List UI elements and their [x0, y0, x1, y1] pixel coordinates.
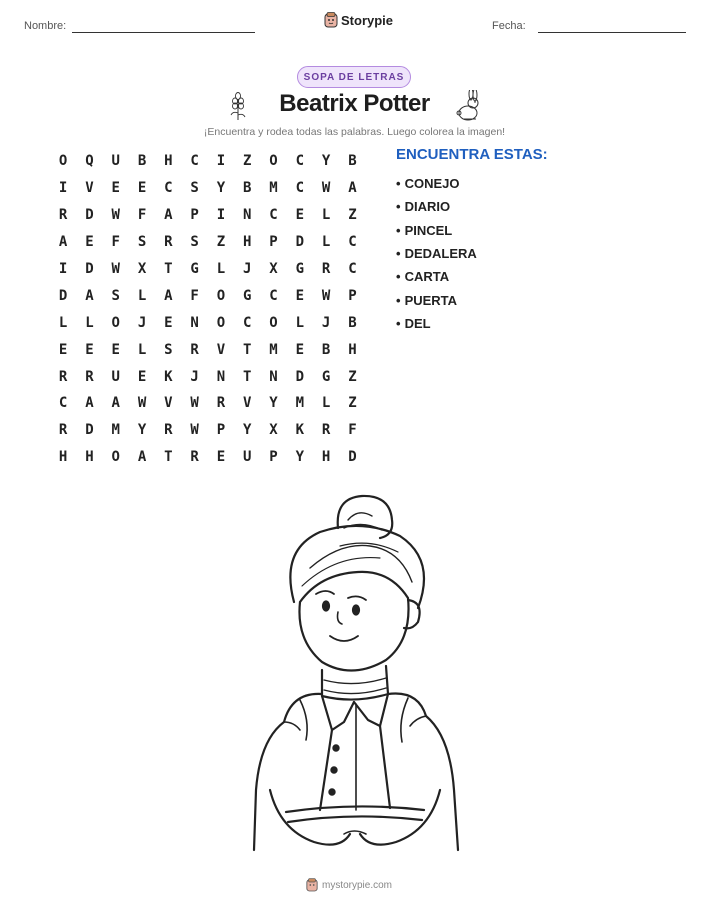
grid-letter: U [111, 368, 120, 385]
face [299, 572, 408, 671]
grid-letter: M [269, 180, 278, 197]
bullet: • [396, 176, 401, 192]
grid-letter: W [137, 395, 147, 412]
grid-letter: W [190, 422, 199, 439]
grid-letter: H [85, 449, 94, 466]
grid-letter: F [111, 234, 120, 251]
storypie-logo [324, 12, 393, 28]
grid-letter: X [137, 261, 147, 277]
left-lapel [322, 696, 354, 730]
grid-row [50, 390, 370, 417]
grid-letter: O [216, 314, 226, 331]
grid-letter: W [321, 287, 331, 304]
worksheet-type-badge: SOPA DE LETRAS [297, 66, 411, 88]
grid-letter: R [85, 368, 94, 385]
grid-letter: S [190, 180, 199, 197]
word-item [396, 172, 477, 195]
grid-letter: C [348, 234, 357, 251]
grid-letter: N [269, 368, 278, 385]
page-title: Beatrix Potter [279, 90, 430, 117]
grid-letter: E [137, 180, 147, 197]
date-label: Fecha: [492, 20, 526, 32]
grid-letter: R [58, 368, 68, 385]
grid-letter: A [85, 395, 94, 412]
grid-letter: C [164, 180, 173, 197]
grid-row [50, 175, 370, 202]
word-text: CARTA [404, 269, 450, 285]
rabbit-icon [454, 90, 486, 122]
grid-letter: E [111, 180, 120, 197]
grid-letter: P [269, 449, 278, 466]
grid-letter: P [269, 234, 278, 251]
grid-letter: M [295, 395, 305, 412]
grid-letter: S [164, 341, 173, 358]
grid-letter: Y [216, 180, 226, 197]
grid-letter: Z [243, 153, 252, 170]
grid-letter: A [348, 180, 357, 197]
word-text: DEL [404, 315, 431, 331]
grid-letter: W [321, 180, 331, 197]
grid-letter: C [269, 287, 278, 304]
grid-letter: T [164, 261, 173, 277]
grid-letter: L [85, 314, 94, 331]
grid-letter: D [85, 207, 94, 224]
grid-letter: O [58, 153, 68, 170]
grid-letter: K [164, 368, 173, 385]
word-item [396, 219, 477, 242]
grid-letter: T [164, 449, 173, 466]
grid-letter: L [295, 314, 305, 331]
grid-letter: N [243, 207, 252, 224]
grid-letter: F [348, 422, 357, 439]
grid-letter: J [190, 368, 199, 385]
grid-letter: Z [348, 207, 357, 224]
brand-name: Storypie [341, 12, 394, 28]
grid-letter: H [58, 449, 68, 466]
grid-letter: V [85, 180, 94, 197]
word-text: DEDALERA [404, 246, 477, 262]
word-text: PUERTA [404, 292, 458, 308]
grid-letter: X [269, 261, 278, 277]
word-list-heading: ENCUENTRA ESTAS: [396, 146, 548, 163]
grid-letter: H [164, 153, 173, 170]
grid-letter: I [58, 261, 68, 277]
grid-letter: L [321, 207, 331, 224]
grid-letter: S [190, 234, 199, 251]
grid-row [50, 148, 370, 175]
grid-letter: R [190, 449, 199, 466]
grid-letter: C [295, 153, 305, 170]
grid-letter: C [243, 314, 252, 331]
grid-letter: X [269, 422, 278, 439]
grid-letter: D [295, 368, 305, 385]
grid-letter: Y [295, 449, 305, 466]
grid-letter: A [58, 234, 68, 251]
grid-letter: Q [85, 153, 94, 170]
grid-letter: L [321, 395, 331, 412]
footer-url: mystorypie.com [322, 879, 393, 891]
bullet: • [396, 246, 401, 262]
grid-row [50, 256, 370, 283]
grid-letter: A [111, 395, 120, 412]
grid-letter: R [190, 341, 199, 358]
word-text: CONEJO [404, 176, 460, 192]
grid-letter: A [164, 287, 173, 304]
bullet: • [396, 292, 401, 308]
word-text: DIARIO [404, 199, 451, 215]
grid-letter: A [85, 287, 94, 304]
grid-letter: P [348, 287, 357, 304]
grid-letter: I [216, 207, 226, 224]
grid-letter: D [85, 422, 94, 439]
grid-letter: L [58, 314, 68, 331]
grid-letter: M [269, 341, 278, 358]
grid-letter: O [111, 314, 120, 331]
grid-letter: Y [321, 153, 331, 170]
word-item [396, 312, 477, 335]
storypie-mascot-icon [324, 12, 338, 28]
grid-letter: T [243, 341, 252, 358]
grid-letter: E [137, 368, 147, 385]
grid-letter: B [348, 153, 357, 170]
grid-row [50, 309, 370, 336]
grid-letter: R [216, 395, 226, 412]
grid-letter: Z [216, 234, 226, 251]
grid-letter: E [295, 207, 305, 224]
grid-letter: B [348, 314, 357, 331]
grid-letter: E [111, 341, 120, 358]
grid-letter: B [137, 153, 147, 170]
bullet: • [396, 269, 401, 285]
grid-letter: D [295, 234, 305, 251]
grid-letter: F [137, 207, 147, 224]
grid-letter: U [111, 153, 120, 170]
grid-letter: D [85, 261, 94, 277]
grid-letter: L [137, 287, 147, 304]
grid-letter: P [190, 207, 199, 224]
grid-letter: D [58, 287, 68, 304]
grid-letter: R [321, 261, 331, 277]
word-item [396, 288, 477, 311]
grid-letter: P [216, 422, 226, 439]
grid-letter: S [111, 287, 120, 304]
grid-letter: H [348, 341, 357, 358]
grid-letter: O [269, 153, 278, 170]
storypie-mascot-icon [306, 878, 318, 892]
date-line [538, 32, 686, 33]
grid-letter: Y [269, 395, 278, 412]
grid-letter: R [58, 422, 68, 439]
name-label: Nombre: [24, 20, 67, 32]
word-list [396, 172, 477, 335]
grid-letter: N [216, 368, 226, 385]
grid-letter: B [321, 341, 331, 358]
grid-letter: E [295, 341, 305, 358]
grid-letter: R [321, 422, 331, 439]
grid-letter: R [58, 207, 68, 224]
grid-letter: V [243, 395, 252, 412]
grid-letter: R [164, 422, 173, 439]
grid-letter: K [295, 422, 305, 439]
grid-letter: J [321, 314, 331, 331]
bullet: • [396, 222, 401, 238]
grid-letter: C [348, 261, 357, 277]
grid-row [50, 282, 370, 309]
grid-letter: Y [243, 422, 252, 439]
word-item [396, 242, 477, 265]
bullet: • [396, 199, 401, 215]
grid-letter: C [295, 180, 305, 197]
grid-letter: L [321, 234, 331, 251]
word-item [396, 265, 477, 288]
word-text: PINCEL [404, 222, 453, 238]
grid-letter: O [269, 314, 278, 331]
grid-letter: C [190, 153, 199, 170]
grid-row [50, 336, 370, 363]
grid-letter: E [216, 449, 226, 466]
grid-letter: E [295, 287, 305, 304]
grid-letter: H [321, 449, 331, 466]
grid-letter: E [85, 234, 94, 251]
grid-row [50, 363, 370, 390]
grid-letter: J [243, 261, 252, 277]
grid-row [50, 229, 370, 256]
grid-letter: G [190, 261, 199, 277]
grid-row [50, 444, 370, 471]
grid-letter: F [190, 287, 199, 304]
grid-letter: A [164, 207, 173, 224]
name-line [72, 32, 255, 33]
grid-letter: G [243, 287, 252, 304]
grid-letter: I [58, 180, 68, 197]
grid-letter: S [137, 234, 147, 251]
grid-letter: H [243, 234, 252, 251]
instructions: ¡Encuentra y rodea todas las palabras. Luego colorea la imagen! [203, 126, 506, 138]
footer [306, 878, 392, 892]
grid-letter: L [216, 261, 226, 277]
grid-letter: E [164, 314, 173, 331]
grid-letter: G [295, 261, 305, 277]
grid-letter: W [111, 261, 120, 277]
beatrix-potter-illustration [240, 490, 470, 855]
grid-letter: I [216, 153, 226, 170]
grid-letter: Z [348, 395, 357, 412]
grid-letter: V [164, 395, 173, 412]
grid-letter: W [111, 207, 120, 224]
grid-letter: M [111, 422, 120, 439]
grid-letter: V [216, 341, 226, 358]
grid-letter: L [137, 341, 147, 358]
grid-row [50, 202, 370, 229]
grid-letter: B [243, 180, 252, 197]
grid-letter: U [243, 449, 252, 466]
bullet: • [396, 315, 401, 331]
word-search-grid [50, 148, 370, 471]
grid-letter: C [58, 395, 68, 412]
grid-letter: D [348, 449, 357, 466]
grid-letter: Y [137, 422, 147, 439]
grid-letter: C [269, 207, 278, 224]
grid-letter: T [243, 368, 252, 385]
grid-row [50, 417, 370, 444]
grid-letter: E [58, 341, 68, 358]
grid-letter: O [111, 449, 120, 466]
grid-letter: J [137, 314, 147, 331]
grid-letter: W [190, 395, 199, 412]
hair-bun [338, 496, 393, 538]
grid-letter: R [164, 234, 173, 251]
grid-letter: N [190, 314, 199, 331]
grid-letter: E [85, 341, 94, 358]
word-item [396, 195, 477, 218]
grid-letter: A [137, 449, 147, 466]
grid-letter: Z [348, 368, 357, 385]
grid-letter: G [321, 368, 331, 385]
grid-letter: O [216, 287, 226, 304]
